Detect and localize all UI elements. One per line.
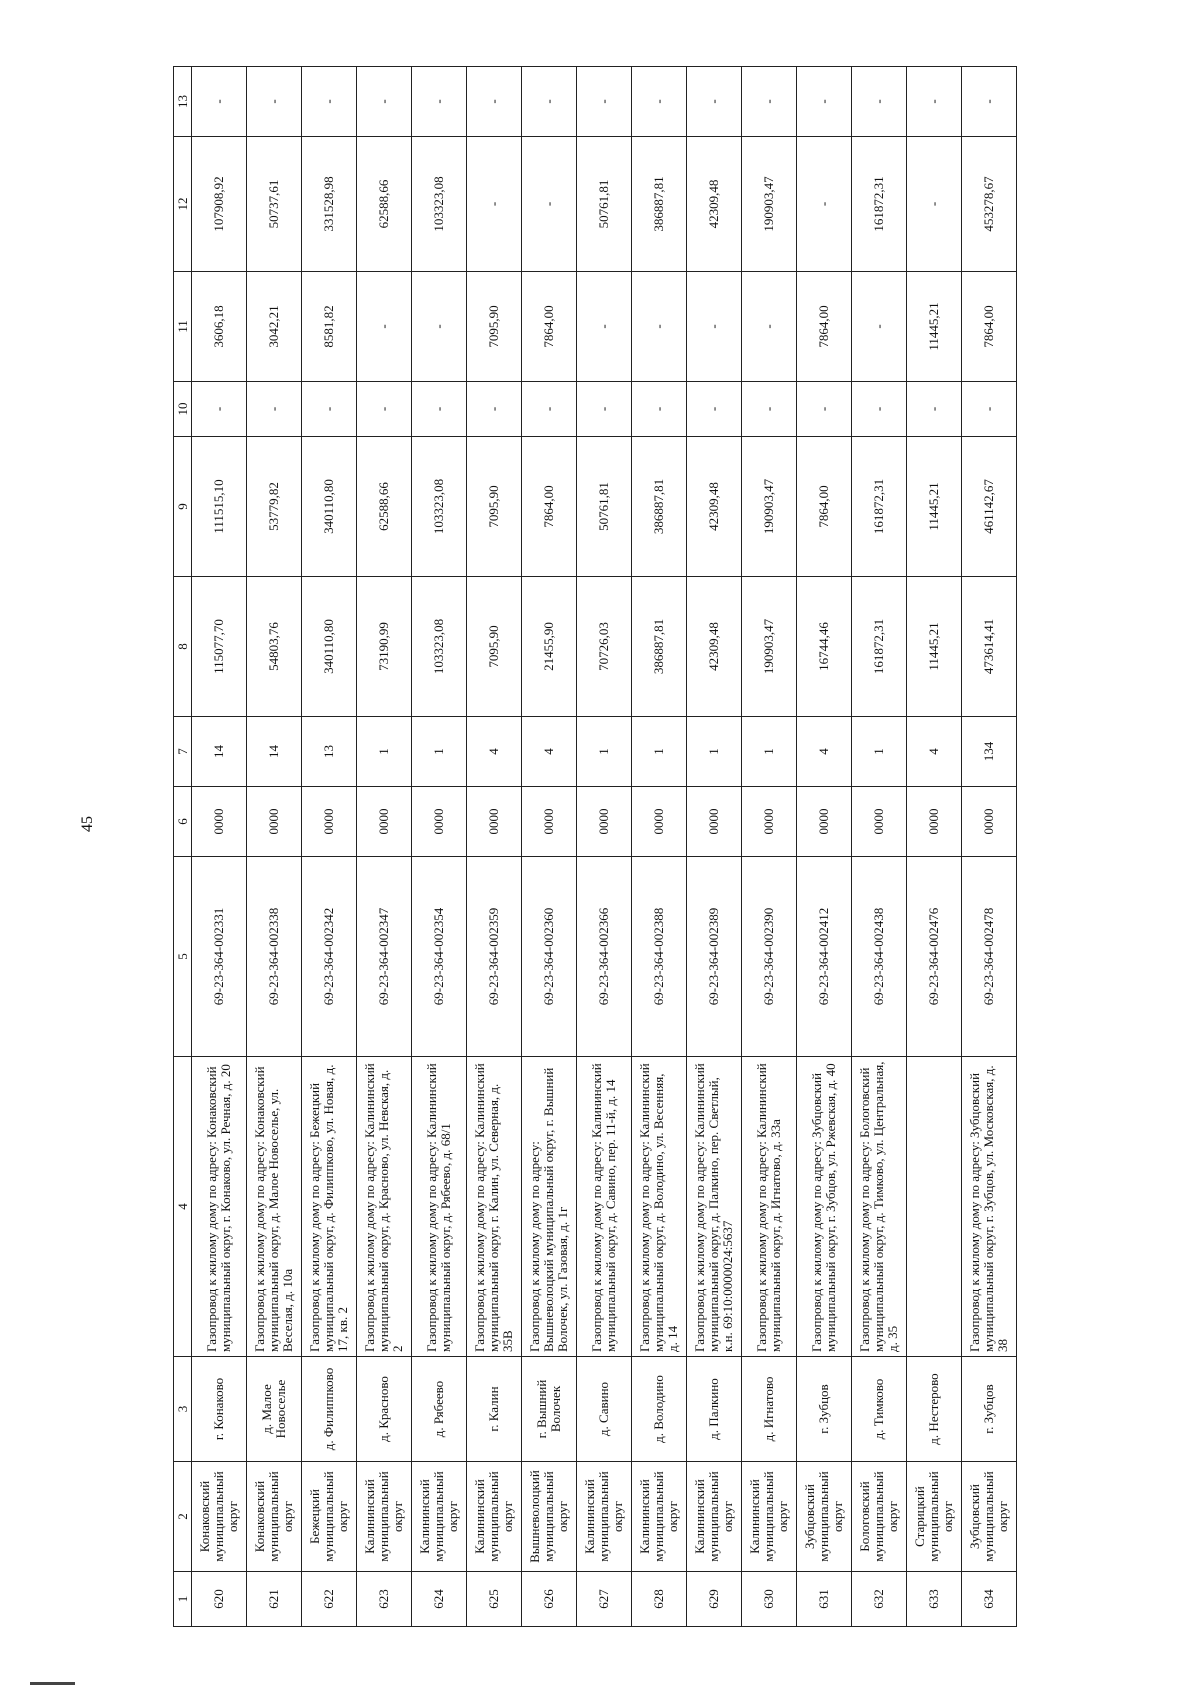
settlement-cell: д. Нестерово — [907, 1357, 962, 1462]
col8-cell: 161872,31 — [852, 577, 907, 717]
col6-cell: 0000 — [357, 787, 412, 857]
table-row — [907, 67, 962, 1627]
object-description-cell: Газопровод к жилому дому по адресу: Бологовский муниципальный округ, д. Тимково, ул. Центральная, д. 35 — [852, 1057, 907, 1357]
col11-cell: 7864,00 — [962, 272, 1017, 382]
table-row — [357, 67, 412, 1627]
col6-cell: 0000 — [962, 787, 1017, 857]
object-description-cell: Газопровод к жилому дому по адресу: Зубцовский муниципальный округ, г. Зубцов, ул. Московская, д. 38 — [962, 1057, 1017, 1357]
col10-cell: - — [962, 382, 1017, 437]
col8-cell: 16744,46 — [797, 577, 852, 717]
col9-cell: 7864,00 — [522, 437, 577, 577]
col-header: 3 — [174, 1357, 192, 1462]
col6-cell: 0000 — [192, 787, 247, 857]
col12-cell: - — [522, 137, 577, 272]
district-cell: Вышневолоцкий муниципальный округ — [522, 1462, 577, 1572]
settlement-cell: д. Тимково — [852, 1357, 907, 1462]
col6-cell: 0000 — [522, 787, 577, 857]
col6-cell: 0000 — [412, 787, 467, 857]
col8-cell: 115077,70 — [192, 577, 247, 717]
col12-cell: 161872,31 — [852, 137, 907, 272]
cadastral-code-cell: 69-23-364-002476 — [907, 857, 962, 1057]
col11-cell: - — [577, 272, 632, 382]
col10-cell: - — [577, 382, 632, 437]
object-description-cell: Газопровод к жилому дому по адресу: Калининский муниципальный округ, д. Савино, пер. 11-й, д. 14 — [577, 1057, 632, 1357]
col-header: 6 — [174, 787, 192, 857]
object-description-cell: Газопровод к жилому дому по адресу: Калининский муниципальный округ, д. Палкино, пер. Светлый, к.н. 69:10:0000024:5637 — [687, 1057, 742, 1357]
col-header: 13 — [174, 67, 192, 137]
col10-cell: - — [192, 382, 247, 437]
district-cell: Калининский муниципальный округ — [687, 1462, 742, 1572]
col11-cell: 3042,21 — [247, 272, 302, 382]
col7-cell: 4 — [522, 717, 577, 787]
col11-cell: - — [687, 272, 742, 382]
district-cell: Калининский муниципальный округ — [357, 1462, 412, 1572]
col6-cell: 0000 — [852, 787, 907, 857]
district-cell: Бологовский муниципальный округ — [852, 1462, 907, 1572]
col8-cell: 11445,21 — [907, 577, 962, 717]
col12-cell: - — [797, 137, 852, 272]
col10-cell: - — [742, 382, 797, 437]
col12-cell: - — [907, 137, 962, 272]
row-number: 632 — [852, 1572, 907, 1627]
col9-cell: 7864,00 — [797, 437, 852, 577]
col8-cell: 190903,47 — [742, 577, 797, 717]
col-header: 11 — [174, 272, 192, 382]
cadastral-code-cell: 69-23-364-002338 — [247, 857, 302, 1057]
col7-cell: 14 — [192, 717, 247, 787]
col6-cell: 0000 — [577, 787, 632, 857]
col11-cell: 3606,18 — [192, 272, 247, 382]
col11-cell: 7864,00 — [797, 272, 852, 382]
col11-cell: 11445,21 — [907, 272, 962, 382]
col12-cell: - — [467, 137, 522, 272]
col11-cell: 7864,00 — [522, 272, 577, 382]
object-description-cell: Газопровод к жилому дому по адресу: Зубцовский муниципальный округ, г. Зубцов, ул. Ржевская, д. 40 — [797, 1057, 852, 1357]
col9-cell: 7095,90 — [467, 437, 522, 577]
col8-cell: 386887,81 — [632, 577, 687, 717]
row-number: 623 — [357, 1572, 412, 1627]
col-header: 12 — [174, 137, 192, 272]
col13-cell: - — [302, 67, 357, 137]
district-cell: Калининский муниципальный округ — [742, 1462, 797, 1572]
col9-cell: 11445,21 — [907, 437, 962, 577]
col12-cell: 453278,67 — [962, 137, 1017, 272]
col10-cell: - — [907, 382, 962, 437]
col9-cell: 111515,10 — [192, 437, 247, 577]
col12-cell: 386887,81 — [632, 137, 687, 272]
object-description-cell — [907, 1057, 962, 1357]
table-body — [192, 67, 1017, 1627]
col13-cell: - — [962, 67, 1017, 137]
object-description-cell: Газопровод к жилому дому по адресу: Калининский муниципальный округ, д. Рябеево, д. 68/1 — [412, 1057, 467, 1357]
col9-cell: 103323,08 — [412, 437, 467, 577]
col12-cell: 190903,47 — [742, 137, 797, 272]
settlement-cell: г. Вышний Волочек — [522, 1357, 577, 1462]
col10-cell: - — [797, 382, 852, 437]
object-description-cell: Газопровод к жилому дому по адресу: Бежецкий муниципальный округ, д. Филиппково, ул. Новая, д. 17, кв. 2 — [302, 1057, 357, 1357]
district-cell: Конаковский муниципальный округ — [192, 1462, 247, 1572]
row-number: 629 — [687, 1572, 742, 1627]
cadastral-code-cell: 69-23-364-002412 — [797, 857, 852, 1057]
cadastral-code-cell: 69-23-364-002389 — [687, 857, 742, 1057]
col12-cell: 103323,08 — [412, 137, 467, 272]
row-number: 622 — [302, 1572, 357, 1627]
col11-cell: - — [852, 272, 907, 382]
row-number: 627 — [577, 1572, 632, 1627]
col7-cell: 4 — [907, 717, 962, 787]
table-row — [467, 67, 522, 1627]
col7-cell: 1 — [357, 717, 412, 787]
col13-cell: - — [192, 67, 247, 137]
col13-cell: - — [522, 67, 577, 137]
object-description-cell: Газопровод к жилому дому по адресу: Калининский муниципальный округ, д. Красново, ул. Невская, д. 2 — [357, 1057, 412, 1357]
col8-cell: 42309,48 — [687, 577, 742, 717]
row-number: 625 — [467, 1572, 522, 1627]
district-cell: Зубцовский муниципальный округ — [797, 1462, 852, 1572]
col8-cell: 473614,41 — [962, 577, 1017, 717]
col8-cell: 7095,90 — [467, 577, 522, 717]
col7-cell: 1 — [632, 717, 687, 787]
col13-cell: - — [412, 67, 467, 137]
col11-cell: - — [632, 272, 687, 382]
table-row — [302, 67, 357, 1627]
cadastral-code-cell: 69-23-364-002354 — [412, 857, 467, 1057]
col6-cell: 0000 — [687, 787, 742, 857]
col11-cell: - — [357, 272, 412, 382]
col6-cell: 0000 — [467, 787, 522, 857]
rotated-table-container — [173, 67, 1033, 1627]
col10-cell: - — [412, 382, 467, 437]
col10-cell: - — [357, 382, 412, 437]
table-row — [247, 67, 302, 1627]
settlement-cell: д. Савино — [577, 1357, 632, 1462]
col11-cell: 8581,82 — [302, 272, 357, 382]
settlement-cell: д. Володино — [632, 1357, 687, 1462]
col9-cell: 386887,81 — [632, 437, 687, 577]
col13-cell: - — [632, 67, 687, 137]
row-number: 626 — [522, 1572, 577, 1627]
column-number-header — [174, 67, 192, 1627]
col7-cell: 1 — [412, 717, 467, 787]
district-cell: Калининский муниципальный округ — [632, 1462, 687, 1572]
col7-cell: 4 — [797, 717, 852, 787]
col13-cell: - — [577, 67, 632, 137]
cadastral-code-cell: 69-23-364-002366 — [577, 857, 632, 1057]
col13-cell: - — [247, 67, 302, 137]
col10-cell: - — [632, 382, 687, 437]
col6-cell: 0000 — [907, 787, 962, 857]
col6-cell: 0000 — [247, 787, 302, 857]
col9-cell: 161872,31 — [852, 437, 907, 577]
row-number: 621 — [247, 1572, 302, 1627]
district-cell: Старицкий муниципальный округ — [907, 1462, 962, 1572]
district-cell: Конаковский муниципальный округ — [247, 1462, 302, 1572]
col13-cell: - — [467, 67, 522, 137]
settlement-cell: г. Калин — [467, 1357, 522, 1462]
col8-cell: 340110,80 — [302, 577, 357, 717]
col12-cell: 62588,66 — [357, 137, 412, 272]
settlement-cell: д. Малое Новоселье — [247, 1357, 302, 1462]
cadastral-code-cell: 69-23-364-002347 — [357, 857, 412, 1057]
col9-cell: 340110,80 — [302, 437, 357, 577]
object-description-cell: Газопровод к жилому дому по адресу: Калининский муниципальный округ, д. Володино, ул. Весенняя, д. 14 — [632, 1057, 687, 1357]
col10-cell: - — [522, 382, 577, 437]
col7-cell: 1 — [742, 717, 797, 787]
settlement-cell: г. Зубцов — [797, 1357, 852, 1462]
col6-cell: 0000 — [302, 787, 357, 857]
table-row — [632, 67, 687, 1627]
row-number: 631 — [797, 1572, 852, 1627]
row-number: 628 — [632, 1572, 687, 1627]
col-header: 5 — [174, 857, 192, 1057]
col9-cell: 42309,48 — [687, 437, 742, 577]
col10-cell: - — [467, 382, 522, 437]
table-row — [742, 67, 797, 1627]
col6-cell: 0000 — [632, 787, 687, 857]
col7-cell: 13 — [302, 717, 357, 787]
col9-cell: 50761,81 — [577, 437, 632, 577]
col7-cell: 4 — [467, 717, 522, 787]
settlement-cell: д. Палкино — [687, 1357, 742, 1462]
col13-cell: - — [852, 67, 907, 137]
col12-cell: 50761,81 — [577, 137, 632, 272]
row-number: 620 — [192, 1572, 247, 1627]
col11-cell: - — [412, 272, 467, 382]
col8-cell: 54803,76 — [247, 577, 302, 717]
col7-cell: 14 — [247, 717, 302, 787]
col10-cell: - — [247, 382, 302, 437]
col-header: 7 — [174, 717, 192, 787]
district-cell: Калининский муниципальный округ — [577, 1462, 632, 1572]
col-header: 2 — [174, 1462, 192, 1572]
col11-cell: 7095,90 — [467, 272, 522, 382]
col6-cell: 0000 — [742, 787, 797, 857]
cadastral-code-cell: 69-23-364-002478 — [962, 857, 1017, 1057]
district-cell: Зубцовский муниципальный округ — [962, 1462, 1017, 1572]
row-number: 624 — [412, 1572, 467, 1627]
cadastral-code-cell: 69-23-364-002342 — [302, 857, 357, 1057]
table-row — [522, 67, 577, 1627]
row-number: 630 — [742, 1572, 797, 1627]
col12-cell: 42309,48 — [687, 137, 742, 272]
cadastral-code-cell: 69-23-364-002359 — [467, 857, 522, 1057]
object-description-cell: Газопровод к жилому дому по адресу: Вышневолоцкий муниципальный округ, г. Вышний Волочек, ул. Газовая, д. 1г — [522, 1057, 577, 1357]
table-row — [852, 67, 907, 1627]
col12-cell: 50737,61 — [247, 137, 302, 272]
object-description-cell: Газопровод к жилому дому по адресу: Конаковский муниципальный округ, д. Малое Новоселье, ул. Веселая, д. 10а — [247, 1057, 302, 1357]
col12-cell: 107908,92 — [192, 137, 247, 272]
table-row — [412, 67, 467, 1627]
col-header: 9 — [174, 437, 192, 577]
object-description-cell: Газопровод к жилому дому по адресу: Калининский муниципальный округ, д. Игнатово, д. 33а — [742, 1057, 797, 1357]
col7-cell: 1 — [687, 717, 742, 787]
col-header: 1 — [174, 1572, 192, 1627]
table-row — [192, 67, 247, 1627]
district-cell: Калининский муниципальный округ — [412, 1462, 467, 1572]
district-cell: Бежецкий муниципальный округ — [302, 1462, 357, 1572]
table-row — [577, 67, 632, 1627]
col13-cell: - — [357, 67, 412, 137]
col9-cell: 461142,67 — [962, 437, 1017, 577]
cadastral-code-cell: 69-23-364-002360 — [522, 857, 577, 1057]
page-number: 45 — [79, 816, 96, 832]
row-number: 634 — [962, 1572, 1017, 1627]
col9-cell: 62588,66 — [357, 437, 412, 577]
col-header: 10 — [174, 382, 192, 437]
col6-cell: 0000 — [797, 787, 852, 857]
col7-cell: 134 — [962, 717, 1017, 787]
table-row — [962, 67, 1017, 1627]
col-header: 8 — [174, 577, 192, 717]
col7-cell: 1 — [852, 717, 907, 787]
col8-cell: 21455,90 — [522, 577, 577, 717]
settlement-cell: г. Зубцов — [962, 1357, 1017, 1462]
cadastral-code-cell: 69-23-364-002331 — [192, 857, 247, 1057]
row-number: 633 — [907, 1572, 962, 1627]
col10-cell: - — [852, 382, 907, 437]
col13-cell: - — [797, 67, 852, 137]
col13-cell: - — [907, 67, 962, 137]
col13-cell: - — [742, 67, 797, 137]
col8-cell: 73190,99 — [357, 577, 412, 717]
table-row — [797, 67, 852, 1627]
settlement-cell: д. Филиппково — [302, 1357, 357, 1462]
data-table — [173, 66, 1017, 1627]
cadastral-code-cell: 69-23-364-002388 — [632, 857, 687, 1057]
col10-cell: - — [302, 382, 357, 437]
object-description-cell: Газопровод к жилому дому по адресу: Калининский муниципальный округ, г. Калин, ул. Северная, д. 35В — [467, 1057, 522, 1357]
col12-cell: 331528,98 — [302, 137, 357, 272]
col8-cell: 70726,03 — [577, 577, 632, 717]
table-row — [687, 67, 742, 1627]
cadastral-code-cell: 69-23-364-002390 — [742, 857, 797, 1057]
col7-cell: 1 — [577, 717, 632, 787]
object-description-cell: Газопровод к жилому дому по адресу: Конаковский муниципальный округ, г. Конаково, ул. Речная, д. 20 — [192, 1057, 247, 1357]
col-header: 4 — [174, 1057, 192, 1357]
settlement-cell: г. Конаково — [192, 1357, 247, 1462]
settlement-cell: д. Красново — [357, 1357, 412, 1462]
col8-cell: 103323,08 — [412, 577, 467, 717]
col9-cell: 190903,47 — [742, 437, 797, 577]
settlement-cell: д. Игнатово — [742, 1357, 797, 1462]
col9-cell: 53779,82 — [247, 437, 302, 577]
cadastral-code-cell: 69-23-364-002438 — [852, 857, 907, 1057]
scan-edge-mark — [30, 1682, 75, 1685]
col10-cell: - — [687, 382, 742, 437]
col13-cell: - — [687, 67, 742, 137]
settlement-cell: д. Рябеево — [412, 1357, 467, 1462]
district-cell: Калининский муниципальный округ — [467, 1462, 522, 1572]
col11-cell: - — [742, 272, 797, 382]
